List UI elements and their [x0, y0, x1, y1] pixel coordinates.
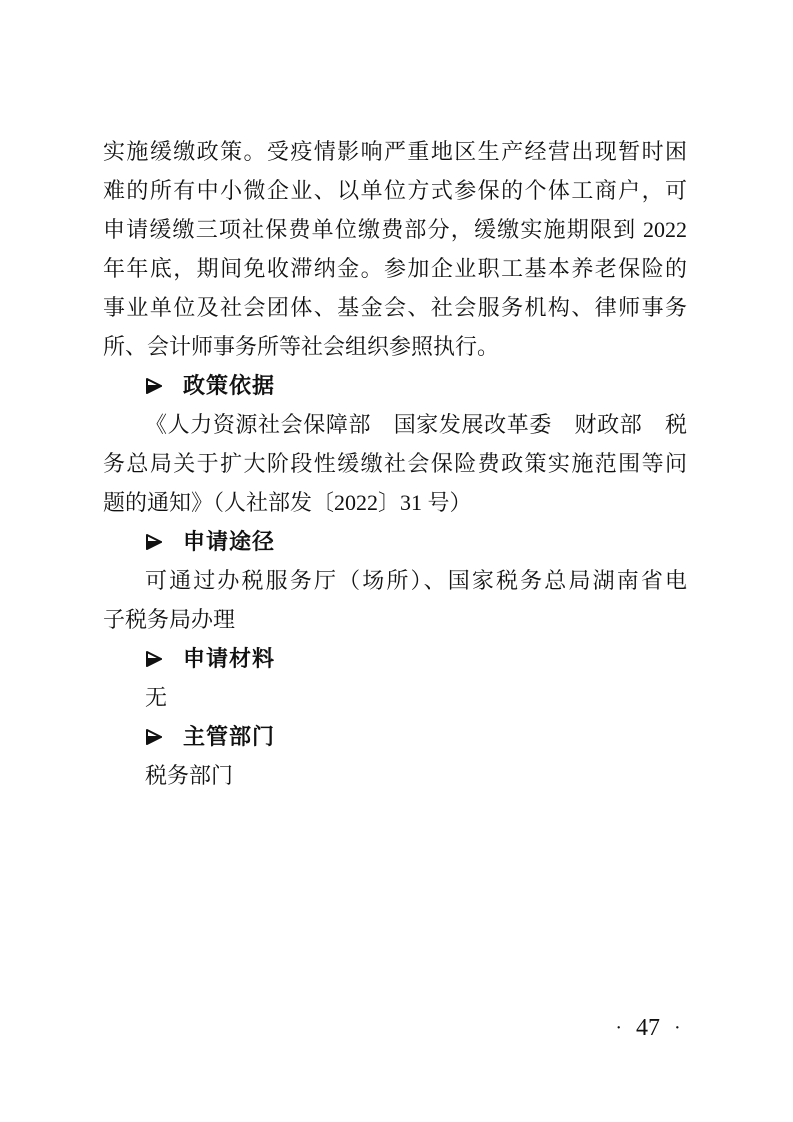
arrow-bullet-icon [143, 531, 165, 553]
paragraph-line: 实施缓缴政策。受疫情影响严重地区生产经营出现暂时困 [103, 139, 687, 164]
paragraph-line: 难的所有中小微企业、以单位方式参保的个体工商户，可 [103, 178, 687, 203]
paragraph-line: 税务部门 [145, 763, 234, 788]
paragraph-line: 年年底，期间免收滞纳金。参加企业职工基本养老保险的 [103, 256, 687, 281]
arrow-bullet-icon [143, 375, 165, 397]
section-heading-label: 政策依据 [183, 373, 276, 398]
page-number-right-dot: · [674, 1017, 681, 1039]
section-heading-label: 申请材料 [183, 646, 276, 671]
section-heading-label: 主管部门 [183, 724, 276, 749]
page-number-value: 47 [636, 1015, 660, 1041]
paragraph-line: 事业单位及社会团体、基金会、社会服务机构、律师事务 [103, 295, 687, 320]
paragraph-line: 《人力资源社会保障部 国家发展改革委 财政部 税 [145, 412, 687, 437]
section-heading-competent-department [103, 717, 687, 756]
paragraph-line: 申请缓缴三项社保费单位缴费部分，缓缴实施期限到 2022 [103, 217, 687, 242]
paragraph-line: 题的通知》（人社部发〔2022〕31 号） [103, 490, 472, 515]
paragraph-line: 所、会计师事务所等社会组织参照执行。 [103, 334, 500, 359]
page-number [596, 1008, 700, 1047]
section-heading-application-channel [103, 522, 687, 561]
arrow-bullet-icon [143, 726, 165, 748]
section-heading-application-materials [103, 639, 687, 678]
paragraph-line: 可通过办税服务厅（场所）、国家税务总局湖南省电 [145, 568, 687, 593]
paragraph-line: 务总局关于扩大阶段性缓缴社会保险费政策实施范围等问 [103, 451, 687, 476]
arrow-bullet-icon [143, 648, 165, 670]
section-heading-label: 申请途径 [183, 529, 276, 554]
text-block [103, 132, 687, 795]
paragraph-line: 无 [145, 685, 168, 710]
section-heading-policy-basis [103, 366, 687, 405]
paragraph-line: 子税务局办理 [103, 607, 236, 632]
page-number-left-dot: · [615, 1017, 622, 1039]
